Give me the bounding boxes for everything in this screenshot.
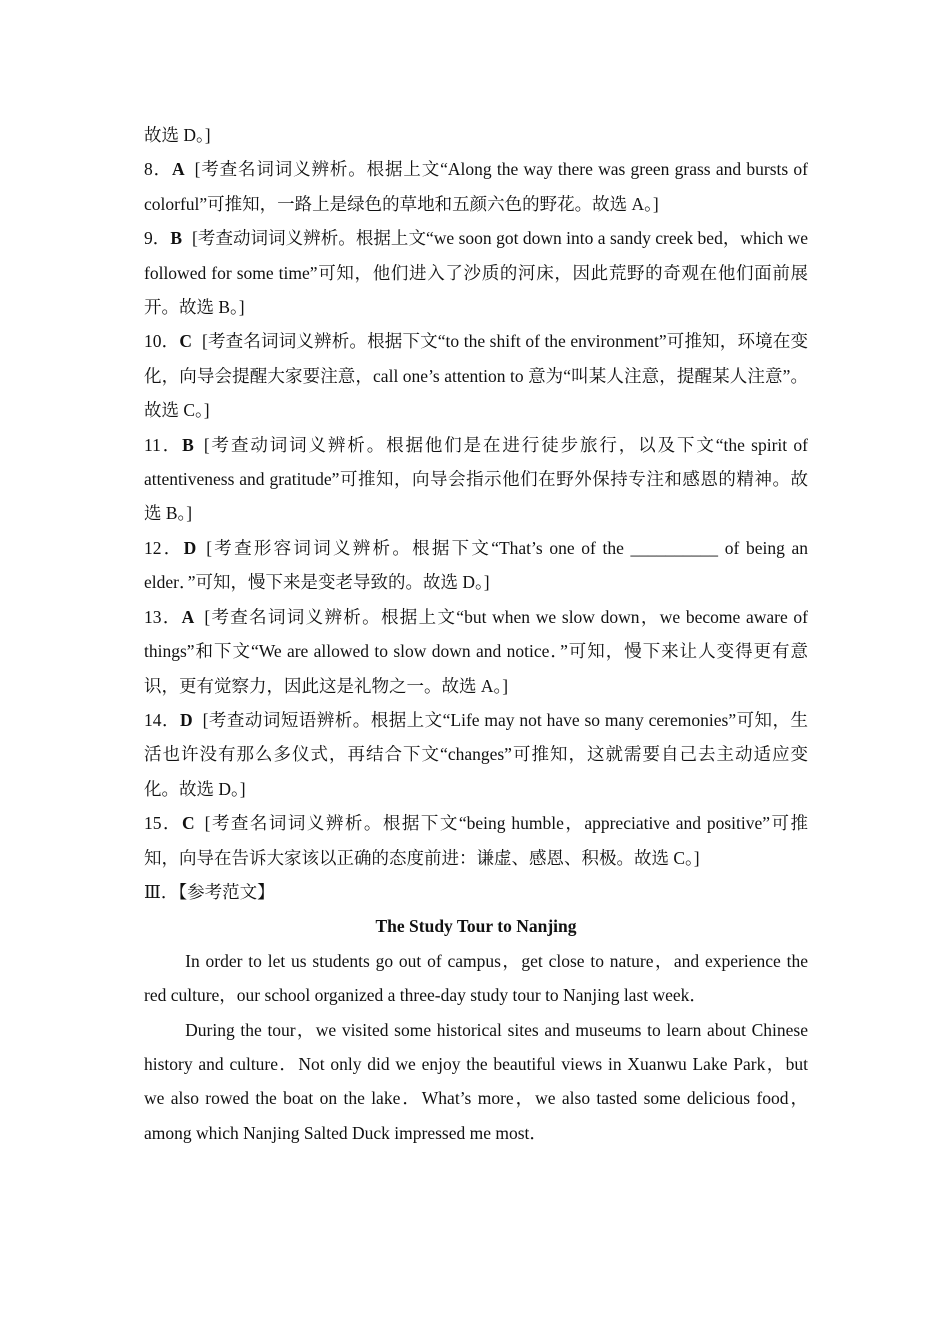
- item-explanation: [考查动词词义辨析。根据上文“we soon got down into a sandy creek bed，which we followed for some time”可知，他们进入了沙质的河床，因此荒野的奇观在他们面前展开。故选 B。]: [144, 228, 808, 318]
- item-number: 11．: [144, 434, 183, 455]
- item-number: 14．: [144, 709, 180, 730]
- section-title: 【参考范文】: [178, 881, 275, 902]
- item-answer: D: [179, 709, 193, 730]
- item-explanation: [考查名词词义辨析。根据下文“being humble，appreciative and positive”可推知，向导在告诉大家该以正确的态度前进：谦虚、感恩、积极。故选 C。]: [144, 813, 808, 868]
- item-number: 15．: [144, 813, 182, 834]
- document-page: [144, 118, 808, 1150]
- item-explanation: [考查动词词义辨析。根据他们是在进行徒步旅行，以及下文“the spirit of attentiveness and gratitude”可推知，向导会指示他们在野外保持专注和感恩的精神。故选 B。]: [144, 434, 808, 524]
- item-answer: D: [183, 537, 197, 558]
- answer-item-11: [144, 428, 808, 531]
- item-number: 12．: [144, 537, 184, 558]
- answer-item-13: [144, 600, 808, 703]
- answer-item-9: [144, 221, 808, 324]
- essay-paragraph: In order to let us students go out of campus，get close to nature，and experience the red culture，our school organized a three-day study tour to Nanjing last week．: [144, 950, 808, 1006]
- answer-item-8: [144, 152, 808, 221]
- answer-item-15: [144, 806, 808, 875]
- item-explanation: [考查名词词义辨析。根据上文“Along the way there was green grass and bursts of colorful”可推知，一路上是绿色的草地和五颜六色的野花。故选 A。]: [144, 159, 808, 214]
- item-answer: A: [181, 606, 195, 627]
- item-answer: B: [182, 434, 194, 455]
- item-explanation: [考查动词短语辨析。根据上文“Life may not have so many ceremonies”可知，生活也许没有那么多仪式，再结合下文“changes”可推知，这就需要自己去主动适应变化。故选 D。]: [144, 709, 809, 799]
- item-explanation: [考查形容词词义辨析。根据下文“That’s one of the __________ of being an elder．”可知，慢下来是变老导致的。故选 D。]: [144, 537, 808, 593]
- answer-item-14: [144, 703, 808, 806]
- item-number: 9．: [144, 228, 171, 249]
- item-explanation: [考查名词词义辨析。根据上文“but when we slow down，we become aware of things”和下文“We are allowed to slow down and notice．”可知，慢下来让人变得更有意识，更有觉察力，因此这是礼物之一。故选 A。]: [144, 606, 808, 696]
- essay-title: The Study Tour to Nanjing: [375, 916, 577, 937]
- carryover-line: 故选 D。]: [144, 125, 211, 145]
- item-answer: C: [179, 331, 192, 352]
- item-number: 10．: [144, 331, 180, 352]
- item-number: 8．: [144, 159, 172, 180]
- section-label: Ⅲ．: [144, 881, 179, 902]
- item-explanation: [考查名词词义辨析。根据下文“to the shift of the environment”可推知，环境在变化，向导会提醒大家要注意，call one’s attention to 意为“叫某人注意，提醒某人注意”。故选 C。]: [144, 331, 809, 421]
- item-answer: B: [170, 228, 183, 249]
- section-heading: [144, 875, 808, 909]
- essay-paragraph: During the tour，we visited some historical sites and museums to learn about Chinese history and culture．Not only did we enjoy the beautiful views in Xuanwu Lake Park，but we also rowed the boat on the lake．What’s more，we also tasted some delicious food，among which Nanjing Salted Duck impressed me most．: [144, 1019, 808, 1143]
- item-answer: A: [171, 159, 185, 180]
- answer-item-12: [144, 531, 808, 600]
- item-answer: C: [181, 813, 195, 834]
- item-number: 13．: [144, 606, 182, 627]
- answer-item-10: [144, 324, 808, 427]
